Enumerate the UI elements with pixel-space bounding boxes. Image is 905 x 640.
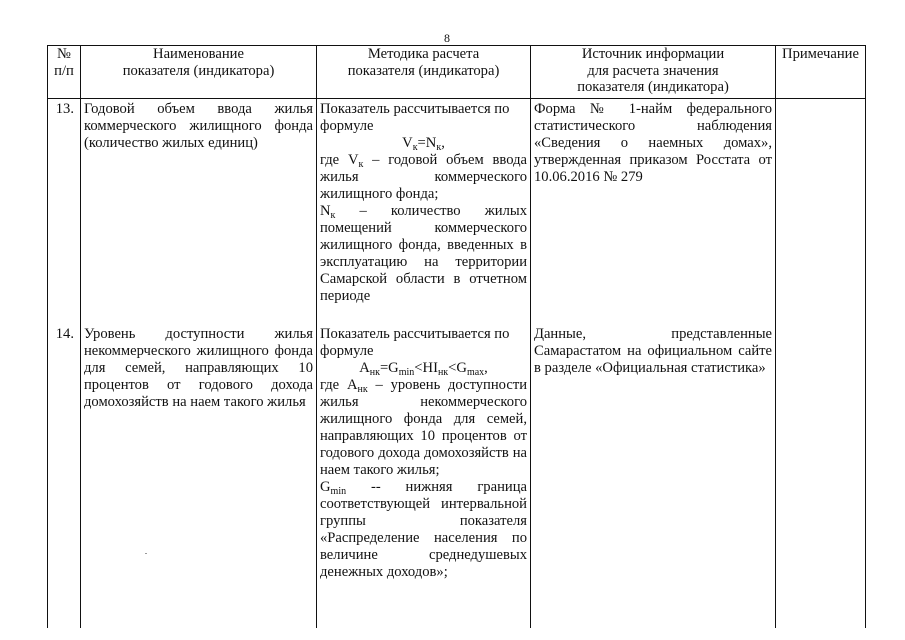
table-row — [48, 326, 866, 628]
row-number: 14. — [48, 326, 81, 628]
information-source: Данные, представленные Самарастатом на официальном сайте в разделе «Официальная статистика» — [531, 326, 776, 628]
formula: $V_к=N_к$, — [402, 134, 445, 153]
header-information-source: Источник информации для расчета значения показателя (индикатора) — [531, 46, 776, 99]
note — [776, 326, 866, 628]
formula-definition: $G_{min}$ -- нижняя граница соответствующей интервальной группы показателя «Распределение населения по величине среднедушевых денежных доходов»; — [320, 478, 527, 580]
indicator-name: Годовой объем ввода жилья коммерческого жилищного фонда (количество жилых единиц) — [81, 98, 317, 326]
table-header-row — [48, 46, 866, 99]
note — [776, 98, 866, 326]
formula-definition: где $A_{нк}$ – уровень доступности жилья некоммерческого жилищного фонда для семей, направляющих 10 процентов от годового дохода домохозяйств на наем такого жилья; — [320, 376, 528, 478]
method-intro: Показатель рассчитывается по формуле — [320, 100, 510, 134]
header-number: № п/п — [48, 46, 81, 99]
formula: $A_{нк}=G_{min}<НI_{нк}<G_{max}$, — [359, 359, 488, 378]
header-indicator-name: Наименование показателя (индикатора) — [81, 46, 317, 99]
scan-artifact — [145, 553, 147, 554]
page-number: 8 — [444, 31, 450, 45]
calculation-method — [317, 98, 531, 326]
header-calculation-method: Методика расчета показателя (индикатора) — [317, 46, 531, 99]
formula-definition: $N_к$ – количество жилых помещений коммерческого жилищного фонда, введенных в эксплуатацию на территории Самарской области в отчетном периоде — [320, 202, 527, 304]
header-note: Примечание — [776, 46, 866, 99]
row-number: 13. — [48, 98, 81, 326]
information-source: Форма № 1-найм федерального статистического наблюдения «Сведения о наемных домах», утвержденная приказом Росстата от 10.06.2016 № 279 — [531, 98, 776, 326]
table-row — [48, 98, 866, 326]
indicators-table — [47, 45, 866, 628]
method-intro: Показатель рассчитывается по формуле — [320, 325, 510, 359]
calculation-method — [317, 326, 531, 628]
indicator-name: Уровень доступности жилья некоммерческого жилищного фонда для семей, направляющих 10 процентов от годового дохода домохозяйств на наем такого жилья — [81, 326, 317, 628]
formula-definition: где $V_к$ – годовой объем ввода жилья коммерческого жилищного фонда; — [320, 151, 527, 202]
